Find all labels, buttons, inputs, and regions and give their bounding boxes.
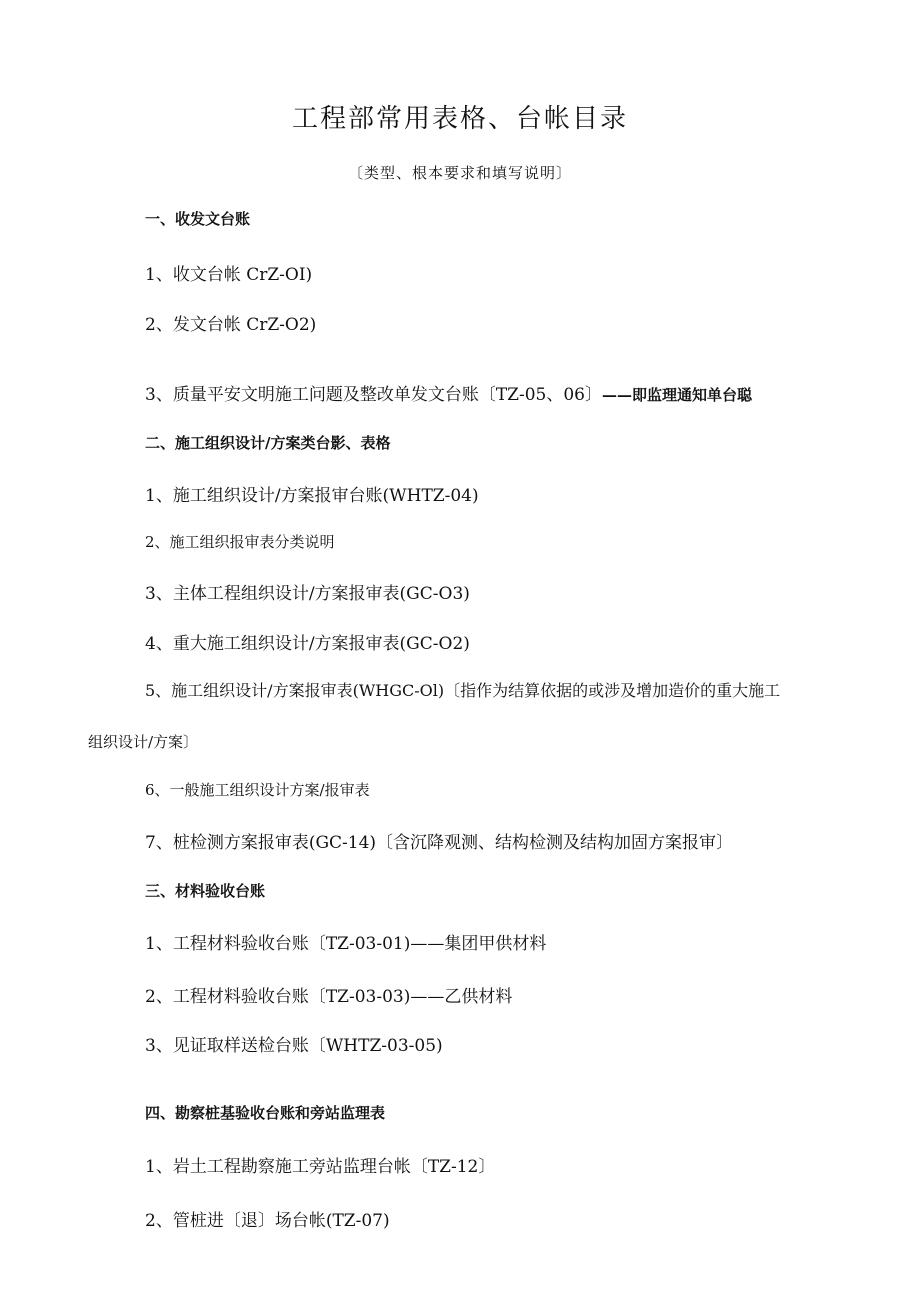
list-item: 2、管桩进〔退〕场台帐(TZ-07): [145, 1211, 390, 1231]
page-title: 工程部常用表格、台帐目录: [291, 104, 628, 134]
section-heading-1: 一、收发文台账: [145, 210, 251, 228]
section-heading-3: 三、材料验收台账: [145, 882, 266, 900]
list-item-text: 3、质量平安文明施工问题及整改单发文台账〔TZ-05、06〕: [145, 385, 602, 405]
list-item: 2、施工组织报审表分类说明: [145, 533, 335, 551]
list-item: 1、施工组织设计/方案报审台账(WHTZ-04): [145, 486, 479, 506]
list-item: 3、主体工程组织设计/方案报审表(GC-O3): [145, 584, 470, 604]
list-item: 2、工程材料验收台账〔TZ-03-03)——乙供材料: [145, 987, 513, 1007]
list-item: 6、一般施工组织设计方案/报审表: [145, 781, 370, 799]
list-item: 7、桩检测方案报审表(GC-14)〔含沉降观测、结构检测及结构加固方案报审〕: [145, 833, 734, 853]
page-subtitle: 〔类型、根本要求和填写说明〕: [347, 164, 572, 182]
list-item: 3、见证取样送检台账〔WHTZ-03-05): [145, 1036, 443, 1056]
list-item: 1、工程材料验收台账〔TZ-03-01)——集团甲供材料: [145, 934, 547, 954]
list-item: 4、重大施工组织设计/方案报审表(GC-O2): [145, 634, 470, 654]
section-heading-4: 四、勘察桩基验收台账和旁站监理表: [145, 1104, 386, 1122]
list-item: 5、施工组织设计/方案报审表(WHGC-Ol)〔指作为结算依据的或涉及增加造价的重大施工: [145, 681, 781, 700]
list-item-note: ——即监理通知单台聪: [601, 386, 752, 404]
list-item: 1、收文台帐 CrZ-OI): [145, 265, 313, 285]
list-item: 1、岩土工程勘察施工旁站监理台帐〔TZ-12〕: [145, 1157, 496, 1177]
list-item: 2、发文台帐 CrZ-O2): [145, 315, 317, 335]
list-item: [145, 380, 752, 405]
section-heading-2: 二、施工组织设计/方案类台影、表格: [145, 434, 391, 452]
list-item-continuation: 组织设计/方案〕: [88, 733, 199, 751]
